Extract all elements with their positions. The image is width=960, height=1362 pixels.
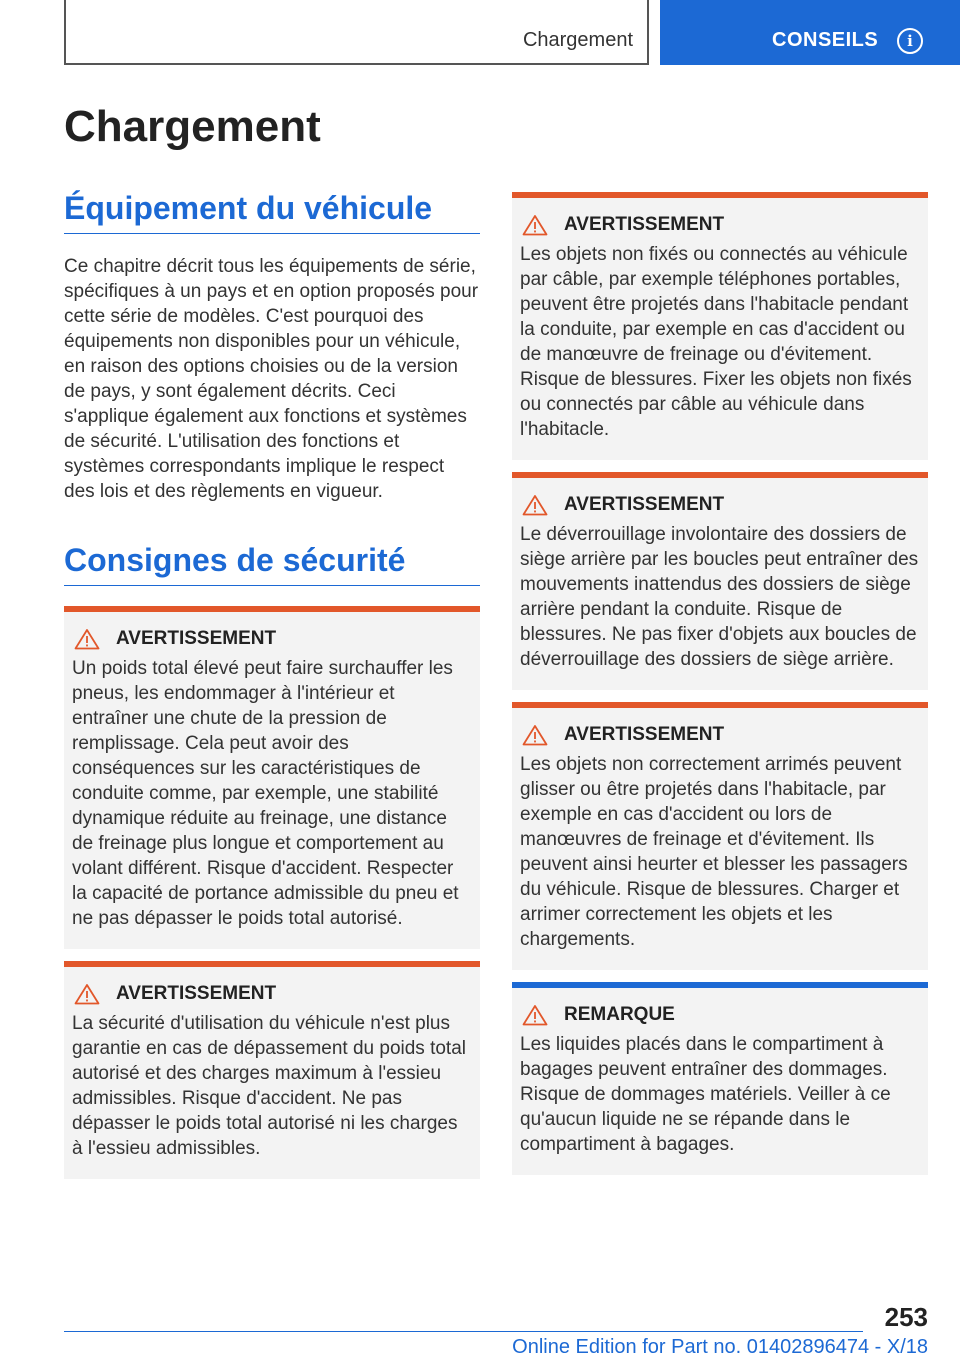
header-tab-label: CONSEILS bbox=[772, 29, 879, 51]
warning-triangle-icon bbox=[522, 1004, 548, 1026]
warning-header bbox=[522, 214, 920, 236]
heading-safety: Consignes de sécurité bbox=[64, 542, 480, 586]
warning-header bbox=[522, 494, 920, 516]
warning-text: Les objets non fixés ou connectés au véhicule par câble, par exemple téléphones portables, peuvent être projetés dans l'habitacle pendant la conduite, par exemple en cas d'accident ou de manœuvre de freinage ou d'évitement. Risque de blessures. Fixer les objets non fixés ou connectés par câble au véhicule dans l'habitacle. bbox=[520, 244, 912, 440]
left-column bbox=[64, 190, 480, 1179]
warning-box bbox=[512, 702, 928, 970]
warning-label: AVERTISSEMENT bbox=[564, 494, 725, 515]
warning-triangle-icon bbox=[522, 214, 548, 236]
warning-triangle-icon bbox=[522, 724, 548, 746]
warning-header bbox=[74, 628, 472, 650]
warning-text: Le déverrouillage involontaire des dossiers de siège arrière par les boucles peut entraîner des mouvements inattendus des dossiers de siège arrière pendant la conduite. Risque de blessures. Ne pas fixer d'objets aux boucles de déverrouillage des dossiers de siège arrière. bbox=[520, 524, 919, 670]
warning-label: AVERTISSEMENT bbox=[116, 628, 277, 649]
info-icon: i bbox=[897, 28, 923, 54]
footer-divider bbox=[64, 1331, 863, 1332]
warning-box bbox=[64, 961, 480, 1179]
warning-text: Un poids total élevé peut faire surchauffer les pneus, les endommager à l'intérieur et entraîner une chute de la pression de remplissage. Cela peut avoir des conséquences sur les caractéristiques de conduite comme, par exemple, une stabilité dynamique réduite au freinage, une distance de freinage plus longue et comportement au volant différent. Risque d'accident. Respecter la capacité de portance admissible du pneu et ne pas dépasser le poids total autorisé. bbox=[72, 658, 459, 929]
note-text: Les liquides placés dans le compartiment à bagages peuvent entraîner des dommages. Risque de dommages matériels. Veiller à ce qu'aucun liquide ne se répande dans le compartiment à bagages. bbox=[520, 1034, 891, 1155]
header-section-box bbox=[64, 0, 649, 65]
page-title: Chargement bbox=[64, 102, 321, 151]
header-tab-conseils[interactable] bbox=[660, 0, 960, 65]
equipment-paragraph: Ce chapitre décrit tous les équipements de série, spécifiques à un pays et en option proposés pour cette série de modèles. C'est pourquoi des équipements non disponibles pour un véhicule, en raison des options choisies ou de la version de pays, y sont également décrits. Ceci s'applique également aux fonctions et systèmes de sécurité. L'utilisation des fonctions et systèmes correspondants implique le respect des lois et des règlements en vigueur. bbox=[64, 256, 479, 502]
right-column bbox=[512, 192, 928, 1175]
footer-edition: Online Edition for Part no. 01402896474 - X/18 bbox=[512, 1336, 928, 1358]
note-box bbox=[512, 982, 928, 1175]
warning-label: AVERTISSEMENT bbox=[564, 724, 725, 745]
warning-label: AVERTISSEMENT bbox=[116, 983, 277, 1004]
warning-header bbox=[522, 724, 920, 746]
warning-label: AVERTISSEMENT bbox=[564, 214, 725, 235]
page-number: 253 bbox=[884, 1302, 928, 1332]
note-header bbox=[522, 1004, 920, 1026]
warning-header bbox=[74, 983, 472, 1005]
warning-triangle-icon bbox=[74, 983, 100, 1005]
warning-box bbox=[64, 606, 480, 949]
note-label: REMARQUE bbox=[564, 1004, 675, 1025]
warning-text: La sécurité d'utilisation du véhicule n'est plus garantie en cas de dépassement du poids total autorisé et des charges maximum à l'essieu admissibles. Risque d'accident. Ne pas dépasser le poids total autorisé ni les charges à l'essieu admissibles. bbox=[72, 1013, 466, 1159]
warning-triangle-icon bbox=[522, 494, 548, 516]
warning-box bbox=[512, 472, 928, 690]
warning-triangle-icon bbox=[74, 628, 100, 650]
header-section-title: Chargement bbox=[522, 29, 633, 51]
heading-equipment: Équipement du véhicule bbox=[64, 190, 480, 234]
warning-text: Les objets non correctement arrimés peuvent glisser ou être projetés dans l'habitacle, par exemple en cas d'accident ou lors de manœuvres de freinage et d'évitement. Ils peuvent ainsi heurter et blesser les passagers du véhicule. Risque de blessures. Charger et arrimer correctement les objets et les chargements. bbox=[520, 754, 908, 950]
warning-box bbox=[512, 192, 928, 460]
